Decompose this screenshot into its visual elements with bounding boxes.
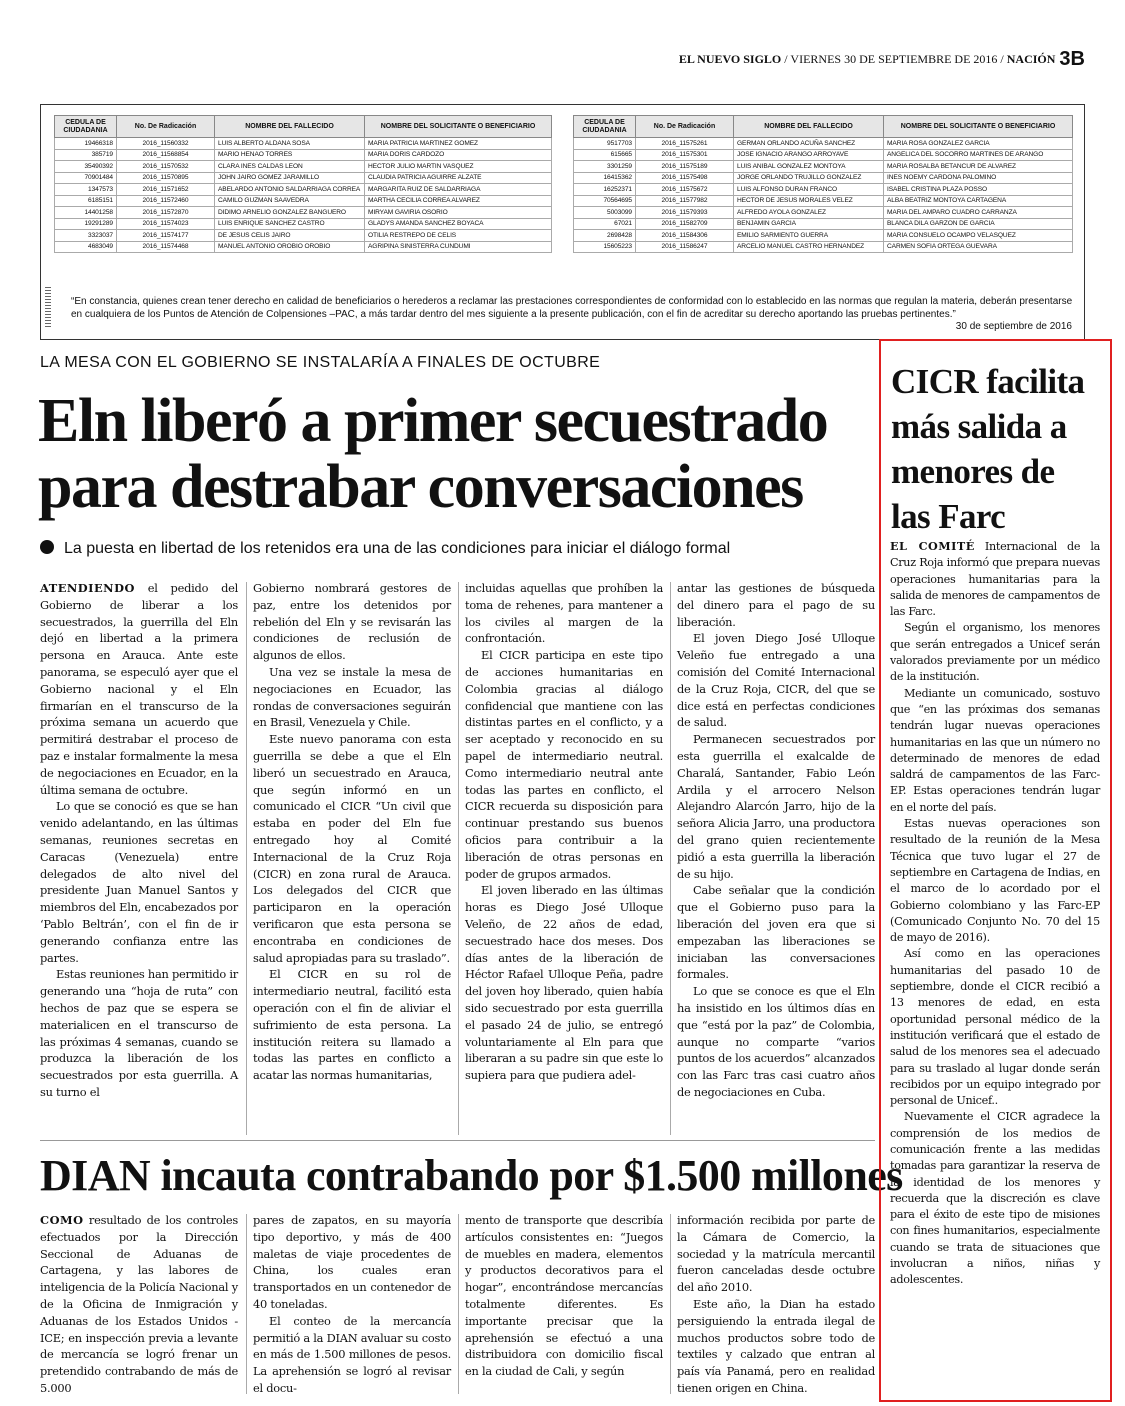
colpensiones-notice [40,104,1085,340]
article2-column-1 [40,1212,238,1397]
cedula-cell: 385719 [55,149,117,161]
solicitante-cell: MARTHA CECILIA CORREA ALVAREZ [365,195,552,207]
cedula-cell: 70564695 [574,195,636,207]
solicitante-cell: MARIA DEL AMPARO CUADRO CARRANZA [884,207,1073,219]
solicitante-cell: OTILIA RESTREPO DE CELIS [365,230,552,242]
column-rule [246,1214,247,1394]
table-row [55,207,552,219]
fallecido-cell: GERMAN ORLANDO ACUÑA SANCHEZ [734,138,884,150]
section-divider [40,1140,875,1141]
solicitante-cell: MARIA DORIS CARDOZO [365,149,552,161]
notice-side-mark [45,287,51,327]
article-paragraph: Lo que se conoció es que se han venido adelantando, en las últimas semanas, reuniones secretas en Caracas (Venezuela) entre delegados de alto nivel del presidente Juan Manuel Santos y miembros del Eln, encabezados por ‘Pablo Beltrán’, con el fin de ir generando confianza entre las partes. [40,799,238,965]
radicacion-cell: 2016_11570895 [117,172,215,184]
cedula-cell: 2698428 [574,230,636,242]
table-row [55,172,552,184]
fallecido-cell: CAMILO GUZMAN SAAVEDRA [215,195,365,207]
cedula-cell: 615665 [574,149,636,161]
paragraph-text: el pedido del Gobierno de liberar a los secuestrados, la guerrilla del Eln dejó en libertad a la primera persona en Arauca. Ante este panorama, se especuló ayer que el Gobierno nacional y el Eln firmarían en el transcurso de la próxima semana un acuerdo que permitirá destrabar el proceso de paz e instalar formalmente la mesa de negociaciones en Ecuador, en la última semana de octubre. [40,581,238,797]
article-paragraph: mento de transporte que describía artículos consistentes en: “Juegos de muebles en madera, elementos y productos decorativos para el hogar”, encontrándose mercancías totalmente diferentes. Es importante precisar que la aprehensión se efectuó a una distribuidora con domicilio fiscal en la ciudad de Cali, y según [465,1213,663,1379]
solicitante-cell: CLAUDIA PATRICIA AGUIRRE ALZATE [365,172,552,184]
fallecido-cell: HECTOR DE JESUS MORALES VELEZ [734,195,884,207]
fallecido-cell: LUIS ALFONSO DURAN FRANCO [734,184,884,196]
table-row [574,184,1073,196]
article-paragraph: Cabe señalar que la condición que el Gobierno puso para la liberación del joven era que si empezaban las liberaciones se iniciaban las conversaciones formales. [677,883,875,982]
article-paragraph: pares de zapatos, en su mayoría tipo deportivo, y más de 400 maletas de viaje procedentes de China, los cuales eran transportados en un contenedor de 40 toneladas. [253,1213,451,1311]
article2-column-4 [677,1212,875,1397]
radicacion-cell: 2016_11560332 [117,138,215,150]
article-paragraph: Nuevamente el CICR agradece la comprensión de los medios de comunicación frente a las medidas tomadas para garantizar la reserva de la identidad de los menores y recuerda que la discreción es clave para el éxito de este tipo de misiones con fines humanitarios, especialmente cuando se trata de situaciones que involucran a niños, niñas y adolescentes. [890,1110,1100,1287]
notice-table-left [54,115,552,253]
radicacion-cell: 2016_11584306 [636,230,734,242]
article-paragraph: Estas reuniones han permitido ir generando una “hoja de ruta” con hechos de paz que se espera se materialicen en el transcurso de las próximas 4 semanas, cuando se produzca la liberación de los secuestrados por esta guerrilla. A su turno el [40,967,238,1099]
table-row [574,207,1073,219]
article-paragraph: Lo que se conoce es que el Eln ha insistido en los últimos días en que “está por la paz” de Colombia, aunque no comparte “varios puntos de los acuerdos” alcanzados con las Farc tras casi cuatro años de negociaciones en Cuba. [677,984,875,1099]
solicitante-cell: MIRYAM GAVIRIA OSORIO [365,207,552,219]
article-paragraph: Gobierno nombrará gestores de paz, entre los detenidos por rebelión del Eln y se revisarán las condiciones de reclusión de algunos de ellos. [253,581,451,663]
fallecido-cell: ARCELIO MANUEL CASTRO HERNANDEZ [734,241,884,253]
article2-headline: DIAN incauta contrabando por $1.500 millones [40,1151,903,1200]
sidebar-article [879,339,1112,1402]
header-cedula: CEDULA DE CIUDADANIA [55,116,117,138]
radicacion-cell: 2016_11572870 [117,207,215,219]
header-solicitante: NOMBRE DEL SOLICITANTE O BENEFICIARIO [365,116,552,138]
article-column-1 [40,580,238,1101]
page-folio: EL NUEVO SIGLO / VIERNES 30 DE SEPTIEMBRE DE 2016 / NACIÓN 3B [678,48,1085,70]
solicitante-cell: GLADYS AMANDA SANCHEZ BOYACA [365,218,552,230]
column-rule [246,582,247,1135]
table-row [55,230,552,242]
table-row [55,195,552,207]
fallecido-cell: DIDIMO ARNELIO GONZALEZ BANGUERO [215,207,365,219]
header-radicacion: No. De Radicación [117,116,215,138]
column-rule [670,1214,671,1394]
cedula-cell: 9517703 [574,138,636,150]
article-paragraph: antar las gestiones de búsqueda del dinero para el pago de su liberación. [677,581,875,629]
table-row [55,241,552,253]
radicacion-cell: 2016_11570532 [117,161,215,173]
radicacion-cell: 2016_11572460 [117,195,215,207]
table-row [574,138,1073,150]
sidebar-headline: CICR facilita más salida a menores de las Farc [891,362,1085,536]
radicacion-cell: 2016_11574023 [117,218,215,230]
cedula-cell: 67021 [574,218,636,230]
cedula-cell: 19291289 [55,218,117,230]
header-solicitante: NOMBRE DEL SOLICITANTE O BENEFICIARIO [884,116,1073,138]
solicitante-cell: ISABEL CRISTINA PLAZA POSSO [884,184,1073,196]
cedula-cell: 5003099 [574,207,636,219]
sidebar-body [890,538,1100,1289]
article-paragraph: El CICR en su rol de intermediario neutral, facilitó esta operación con el fin de aliviar el sufrimiento de esta persona. La institución reitera su llamado a todas las partes en conflicto a acatar las normas humanitarias, [253,967,451,1083]
solicitante-cell: ALBA BEATRIZ MONTOYA CARTAGENA [884,195,1073,207]
article-paragraph: Una vez se instale la mesa de negociaciones en Ecuador, las rondas de conversaciones seguirán en Brasil, Venezuela y Chile. [253,664,451,730]
article-paragraph: Mediante un comunicado, sostuvo que “en las próximas dos semanas tendrán lugar nuevas operaciones humanitarias en las que un número no determinado de menores de edad saldrá de campamentos de las Farc-EP. Estas operaciones tendrán lugar en el norte del país. [890,686,1100,814]
deck-text: La puesta en libertad de los retenidos era una de las condiciones para iniciar el diálogo formal [64,540,731,557]
article-kicker: LA MESA CON EL GOBIERNO SE INSTALARÍA A FINALES DE OCTUBRE [40,354,601,371]
article-paragraph: Este año, la Dian ha estado persiguiendo la entrada ilegal de muchos productos sobre todo de textiles y calzado que entran al país vía Panamá, pero en realidad tienen origen en China. [677,1296,875,1395]
bullet-icon [40,540,54,554]
fallecido-cell: ABELARDO ANTONIO SALDARRIAGA CORREA [215,184,365,196]
radicacion-cell: 2016_11574468 [117,241,215,253]
cedula-cell: 6185151 [55,195,117,207]
column-rule [670,582,671,1135]
radicacion-cell: 2016_11574177 [117,230,215,242]
fallecido-cell: DE JESUS CELIS JAIRO [215,230,365,242]
fallecido-cell: LUIS ALBERTO ALDANA SOSA [215,138,365,150]
article-column-2 [253,580,451,1084]
table-row [55,161,552,173]
header-fallecido: NOMBRE DEL FALLECIDO [734,116,884,138]
solicitante-cell: MARIA CONSUELO OCAMPO VELASQUEZ [884,230,1073,242]
table-row [574,218,1073,230]
article-paragraph: Así como en las operaciones humanitarias del pasado 10 de septiembre, donde el CICR recibió a 13 menores de edad, en esta oportunidad personal médico de la institución verificará que el estado de salud de los menores sea el adecuado para su traslado al lugar donde serán recibidos por un equipo integrado por personal de Unicef.. [890,947,1100,1108]
cedula-cell: 35490392 [55,161,117,173]
fallecido-cell: LUIS ENRIQUE SANCHEZ CASTRO [215,218,365,230]
cedula-cell: 70901484 [55,172,117,184]
solicitante-cell: ANGELICA DEL SOCORRO MARTINES DE ARANGO [884,149,1073,161]
radicacion-cell: 2016_11577982 [636,195,734,207]
fallecido-cell: MARIO HENAO TORRES [215,149,365,161]
notice-date: 30 de septiembre de 2016 [955,321,1072,332]
article-paragraph: Este nuevo panorama con esta guerrilla se debe a que el Eln liberó un secuestrado en Arauca, que según informó en un comunicado el CICR “Un civil que estaba en poder del Eln fue entregado hoy al Comité Internacional de la Cruz Roja (CICR) en zona rural de Arauca. Los delegados del CICR que participaron en la operación verificaron que esta persona se encontraba en condiciones de salud apropiadas para su traslado”. [253,732,451,965]
article-paragraph: información recibida por parte de la Cámara de Comercio, la sociedad y la matrícula mercantil fueron canceladas desde octubre del año 2010. [677,1213,875,1295]
cedula-cell: 16252371 [574,184,636,196]
fallecido-cell: LUIS ANIBAL GONZALEZ MONTOYA [734,161,884,173]
table-row [55,184,552,196]
solicitante-cell: INES NOEMY CARDONA PALOMINO [884,172,1073,184]
cedula-cell: 19466318 [55,138,117,150]
radicacion-cell: 2016_11579393 [636,207,734,219]
table-row [574,172,1073,184]
radicacion-cell: 2016_11575261 [636,138,734,150]
article-column-3 [465,580,663,1084]
paragraph-text: resultado de los controles efectuados por la Dirección Seccional de Aduanas de Cartagena, y las labores de inteligencia de la Policía Nacional y de la Oficina de Inmigración y Aduanas de los Estados Unidos -ICE; en inspección previa a levante de mercancía se logró frenar un pretendido contrabando de más de 5.000 [40,1213,238,1395]
column-rule [458,582,459,1135]
lead-word: COMO [40,1213,84,1227]
article-headline: Eln liberó a primer secuestrado para destrabar conversaciones [38,387,828,521]
table-row [55,218,552,230]
article-deck [40,540,880,558]
notice-footer-text: “En constancia, quienes crean tener derecho en calidad de beneficiarios o herederos a reclamar las prestaciones correspondientes de conformidad con lo establecido en las normas que regulan la materia, deberán presentarse en cualquiera de los Puntos de Atención de Colpensiones –PAC, a más tardar dentro del mes siguiente a la presente publicación, con el fin de acreditar su derecho aportando las pruebas pertinentes.” [71,296,1073,320]
article-paragraph: El conteo de la mercancía permitió a la DIAN avaluar su costo en más de 1.500 millones de pesos. La aprehensión se logró al revisar el docu- [253,1313,451,1395]
notice-table-right [573,115,1073,253]
table-row [55,138,552,150]
article-paragraph: El joven Diego José Ulloque Veleño fue entregado a una comisión del Comité Internacional de la Cruz Roja, CICR, del que se dice está en perfectas condiciones de salud. [677,631,875,730]
radicacion-cell: 2016_11575672 [636,184,734,196]
radicacion-cell: 2016_11575189 [636,161,734,173]
article2-column-3 [465,1212,663,1380]
table-row [55,149,552,161]
fallecido-cell: JORGE ORLANDO TRUJILLO GONZALEZ [734,172,884,184]
fallecido-cell: BENJAMIN GARCIA [734,218,884,230]
article-paragraph [890,538,1100,620]
radicacion-cell: 2016_11586247 [636,241,734,253]
table-row [574,230,1073,242]
cedula-cell: 3323037 [55,230,117,242]
cedula-cell: 3301259 [574,161,636,173]
cedula-cell: 1347573 [55,184,117,196]
article-paragraph: Según el organismo, los menores que serán entregados a Unicef serán valorados previamente por un médico de la institución. [890,621,1100,684]
article-paragraph [40,580,238,798]
table-row [574,241,1073,253]
solicitante-cell: BLANCA DILA GARZON DE GARCIA [884,218,1073,230]
page-number: 3B [1059,48,1085,70]
solicitante-cell: HECTOR JULIO MARTIN VASQUEZ [365,161,552,173]
fallecido-cell: JOHN JAIRO GOMEZ JARAMILLO [215,172,365,184]
header-cedula: CEDULA DE CIUDADANIA [574,116,636,138]
solicitante-cell: CARMEN SOFIA ORTEGA GUEVARA [884,241,1073,253]
radicacion-cell: 2016_11575498 [636,172,734,184]
solicitante-cell: MARIA ROSALBA BETANCUR DE ALVAREZ [884,161,1073,173]
header-fallecido: NOMBRE DEL FALLECIDO [215,116,365,138]
fallecido-cell: ALFREDO AYOLA GONZALEZ [734,207,884,219]
article-paragraph: incluidas aquellas que prohíben la toma de rehenes, para mantener a los civiles al margen de la confrontación. [465,581,663,646]
fallecido-cell: MANUEL ANTONIO OROBIO OROBIO [215,241,365,253]
solicitante-cell: AGRIPINA SINISTERRA CUNDUMI [365,241,552,253]
solicitante-cell: MARIA ROSA GONZALEZ GARCIA [884,138,1073,150]
article-paragraph: Estas nuevas operaciones son resultado de la reunión de la Mesa Técnica que tuvo lugar el 27 de septiembre en Cartagena de Indias, en el marco de lo acordado por el Gobierno colombiano y las Farc-EP (Comunicado Conjunto No. 70 del 15 de mayo de 2016). [890,817,1100,945]
cedula-cell: 14401258 [55,207,117,219]
radicacion-cell: 2016_11568854 [117,149,215,161]
fallecido-cell: CLARA INES CALDAS LEON [215,161,365,173]
radicacion-cell: 2016_11582709 [636,218,734,230]
article2-column-2 [253,1212,451,1397]
article-paragraph [40,1212,238,1397]
solicitante-cell: MARGARITA RUIZ DE SALDARRIAGA [365,184,552,196]
cedula-cell: 16415362 [574,172,636,184]
table-row [574,195,1073,207]
lead-word: ATENDIENDO [40,581,135,595]
newspaper-name: EL NUEVO SIGLO [678,52,782,66]
radicacion-cell: 2016_11575301 [636,149,734,161]
lead-word: EL COMITÉ [890,539,975,553]
cedula-cell: 15605223 [574,241,636,253]
cedula-cell: 4683049 [55,241,117,253]
column-rule [458,1214,459,1394]
folio-date: VIERNES 30 DE SEPTIEMBRE DE 2016 [790,52,998,66]
paragraph-text: Internacional de la Cruz Roja informó que prepara nuevas operaciones humanitarias para la salida de menores de campamentos de las Farc. [890,540,1100,619]
folio-section: NACIÓN [1006,52,1056,66]
header-radicacion: No. De Radicación [636,116,734,138]
article-paragraph: El joven liberado en las últimas horas es Diego José Ulloque Veleño, de 22 años de edad, secuestrado hace dos meses. Dos días antes de la liberación de Héctor Rafael Ulloque Peña, padre del joven hoy liberado, quien había sido secuestrado por esta guerrilla el pasado 24 de julio, se entregó voluntariamente al Eln para que liberaran a su padre sin que este lo supiera para que pudiera adel- [465,883,663,1083]
fallecido-cell: JOSE IGNACIO ARANGO ARROYAVE [734,149,884,161]
fallecido-cell: EMILIO SARMIENTO GUERRA [734,230,884,242]
article-paragraph: Permanecen secuestrados por esta guerrilla el exalcalde de Charalá, Santander, Fabio León Ardila y el arrocero Nelson Alejandro Alarcón Jarro, hijo de la señora Alicia Jarro, una productora del grano quien recientemente pidió a esta guerrilla la liberación de su hijo. [677,732,875,881]
radicacion-cell: 2016_11571652 [117,184,215,196]
solicitante-cell: MARIA PATRICIA MARTINEZ GOMEZ [365,138,552,150]
table-row [574,161,1073,173]
article-column-4 [677,580,875,1101]
table-row [574,149,1073,161]
article-paragraph: El CICR participa en este tipo de acciones humanitarias en Colombia gracias al diálogo confidencial que mantiene con las distintas partes en el conflicto, y a ser aceptado y reconocido en su papel de intermediario neutral. Como intermediario neutral ante todas las partes en conflicto, el CICR recuerda su disposición para continuar prestando sus buenos oficios para contribuir a la liberación de otras personas en poder de grupos armados. [465,648,663,881]
